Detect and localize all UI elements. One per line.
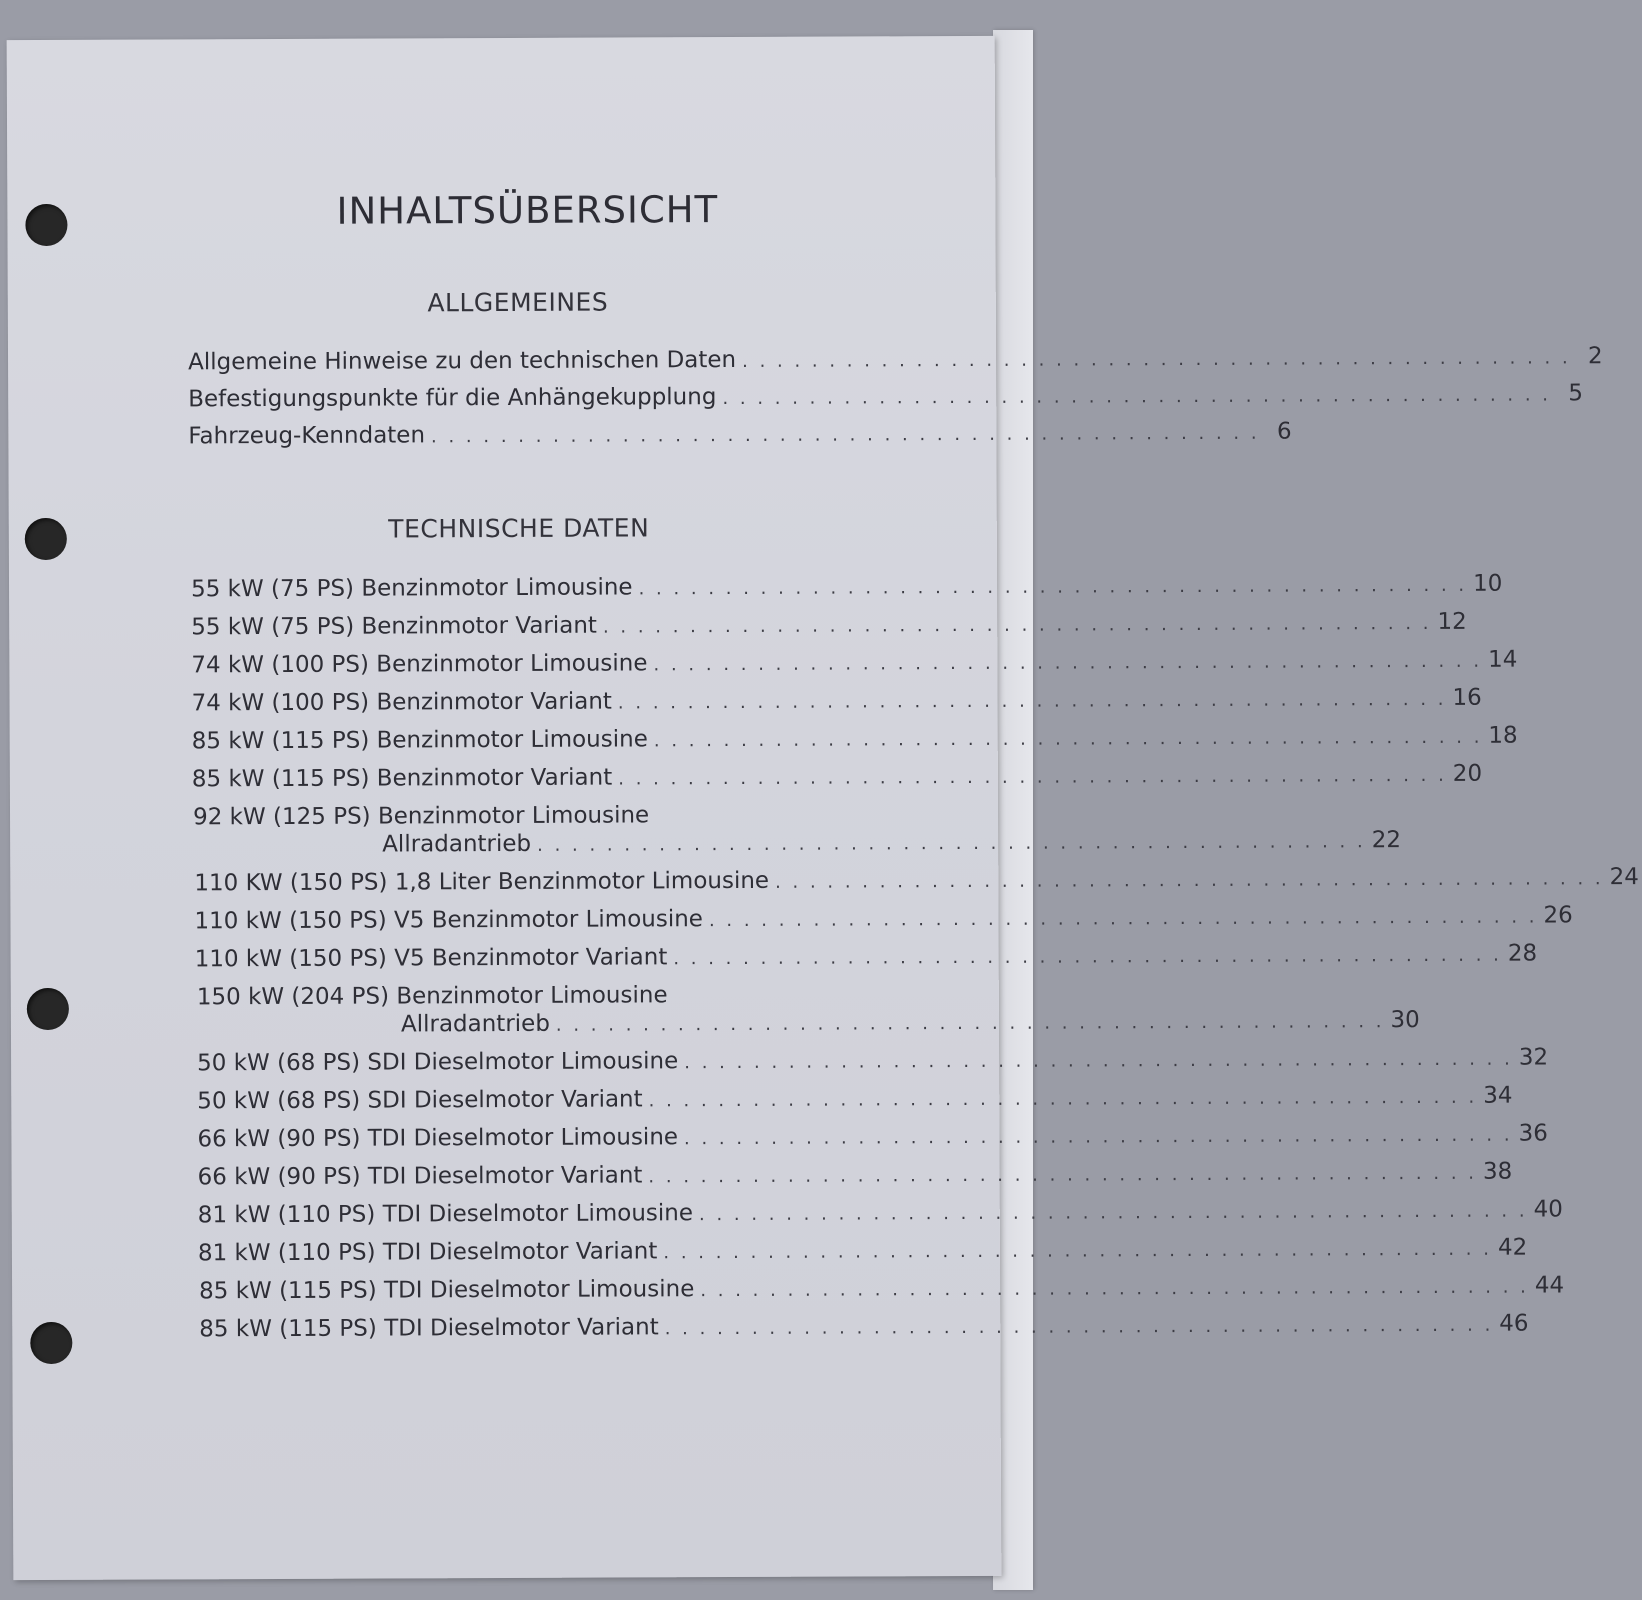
toc-entry-page: 42 xyxy=(1497,1234,1528,1261)
toc-entry[interactable] xyxy=(197,1158,1513,1191)
leader-dots: . . . . . . . . . . . . . . . . . . . . . . . . . . . . . . . . . . . . . . . . . . . . . . . . xyxy=(742,347,1571,372)
toc-entry-label: 55 kW (75 PS) Benzinmotor Limousine xyxy=(190,574,633,603)
toc-entry-label: 50 kW (68 PS) SDI Dieselmotor Limousine xyxy=(197,1048,679,1077)
toc-entry-label: 110 kW (150 PS) V5 Benzinmotor Limousine xyxy=(194,906,703,935)
toc-entry-page: 20 xyxy=(1452,760,1483,787)
toc-entry-page: 40 xyxy=(1533,1196,1563,1223)
toc-entry[interactable] xyxy=(188,380,1584,413)
toc-entry[interactable] xyxy=(197,1234,1528,1267)
page-title: INHALTSÜBERSICHT xyxy=(336,188,719,233)
toc-entry[interactable] xyxy=(194,902,1573,935)
leader-dots: . . . . . . . . . . . . . . . . . . . . . . . . . . . . . . . . . . . . . . . . . . . . . . . . xyxy=(708,906,1538,932)
toc-entry-label: 85 kW (115 PS) Benzinmotor Limousine xyxy=(191,726,648,755)
toc-entry-page: 16 xyxy=(1452,684,1482,711)
toc-entry-label: 55 kW (75 PS) Benzinmotor Variant xyxy=(191,612,597,641)
toc-entry-page: 28 xyxy=(1507,940,1538,967)
toc-entry-label: 81 kW (110 PS) TDI Dieselmotor Variant xyxy=(197,1238,658,1267)
toc-entry-page: 2 xyxy=(1587,343,1603,370)
toc-entry[interactable] xyxy=(194,864,1639,897)
toc-entry-page: 36 xyxy=(1518,1120,1548,1147)
leader-dots: . . . . . . . . . . . . . . . . . . . . . . . . . . . . . . . . . . . . . . . . . . . . . . . . xyxy=(653,650,1483,676)
toc-entry[interactable] xyxy=(190,570,1503,603)
leader-dots: . . . . . . . . . . . . . . . . . . . . . . . . . . . . . . . . . . . . . . . . . . . . . . . . xyxy=(722,384,1552,410)
leader-dots: . . . . . . . . . . . . . . . . . . . . . . . . . . . . . . . . . . . . . . . . . . . . . . . . xyxy=(775,868,1604,893)
toc-entry[interactable] xyxy=(197,1044,1549,1077)
leader-dots: . . . . . . . . . . . . . . . . . . . . . . . . . . . . . . . . . . . . . . . . . . . . . . . . xyxy=(684,1048,1513,1074)
toc-entry[interactable] xyxy=(191,684,1482,717)
toc-entry[interactable] xyxy=(191,722,1518,755)
binder-hole xyxy=(27,988,69,1030)
toc-entry[interactable] xyxy=(382,827,1402,858)
toc-entry-page: 6 xyxy=(1276,418,1292,445)
toc-entry[interactable] xyxy=(191,646,1518,679)
toc-entry-page: 22 xyxy=(1371,827,1402,854)
toc-entry[interactable] xyxy=(199,1310,1529,1343)
toc-entry-label: 85 kW (115 PS) TDI Dieselmotor Variant xyxy=(199,1314,659,1343)
toc-entry[interactable] xyxy=(400,1007,1420,1038)
document-page xyxy=(7,36,1639,1580)
toc-entry-page: 12 xyxy=(1437,608,1467,635)
section-heading-allgemeines: ALLGEMEINES xyxy=(427,287,609,318)
toc-entry-label: 85 kW (115 PS) TDI Dieselmotor Limousine xyxy=(199,1276,695,1305)
toc-entry-label: 50 kW (68 PS) SDI Dieselmotor Variant xyxy=(197,1086,643,1115)
toc-entry-page: 38 xyxy=(1482,1158,1513,1185)
toc-entry-page: 46 xyxy=(1499,1310,1529,1337)
toc-entry-page: 14 xyxy=(1488,646,1518,673)
toc-entry-page: 44 xyxy=(1534,1272,1565,1299)
leader-dots: . . . . . . . . . . . . . . . . . . . . . . . . . . . . . . . . . . . . . . . . . . . . . . . . xyxy=(430,422,1260,448)
toc-entry-label-cont: Allradantrieb xyxy=(382,830,532,858)
toc-entry[interactable] xyxy=(194,940,1538,973)
leader-dots: . . . . . . . . . . . . . . . . . . . . . . . . . . . . . . . . . . . . . . . . . . . . . . . . xyxy=(698,1200,1528,1226)
toc-entry-label: 110 kW (150 PS) V5 Benzinmotor Variant xyxy=(194,944,668,973)
toc-entry-page: 34 xyxy=(1483,1082,1513,1109)
leader-dots: . . . . . . . . . . . . . . . . . . . . . . . . . . . . . . . . . . . . . . . . . . . . . . . . xyxy=(673,944,1502,970)
toc-entry[interactable] xyxy=(197,1120,1548,1153)
toc-entry-label: Befestigungspunkte für die Anhängekupplung xyxy=(188,384,717,413)
toc-entry[interactable] xyxy=(191,608,1467,641)
toc-entry-page: 10 xyxy=(1473,570,1503,597)
leader-dots: . . . . . . . . . . . . . . . . . . . . . . . . . . . . . . . . . . . . . . . . . . . . . . . . xyxy=(617,688,1447,714)
toc-entry-page: 24 xyxy=(1609,864,1639,891)
leader-dots: . . . . . . . . . . . . . . . . . . . . . . . . . . . . . . . . . . . . . . . . . . . . . . . . xyxy=(648,1162,1478,1188)
toc-entry-label: 92 kW (125 PS) Benzinmotor Limousine xyxy=(192,802,650,831)
leader-dots: . . . . . . . . . . . . . . . . . . . . . . . . . . . . . . . . . . . . . . . . . . . . . . . . xyxy=(648,1086,1478,1112)
leader-dots: . . . . . . . . . . . . . . . . . . . . . . . . . . . . . . . . . . . . . . . . . . . . . . . . xyxy=(663,1238,1492,1264)
toc-entry-label: 150 kW (204 PS) Benzinmotor Limousine xyxy=(196,982,668,1011)
leader-dots: . . . . . . . . . . . . . . . . . . . . . . . . . . . . . . . . . . . . . . . . . . . . . . . . xyxy=(700,1276,1529,1302)
toc-entry-label: 66 kW (90 PS) TDI Dieselmotor Variant xyxy=(197,1162,643,1191)
toc-entry-label: 74 kW (100 PS) Benzinmotor Limousine xyxy=(191,650,648,679)
toc-entry-label: 74 kW (100 PS) Benzinmotor Variant xyxy=(191,688,612,717)
toc-entry-label: Fahrzeug-Kenndaten xyxy=(188,422,426,450)
toc-entry[interactable] xyxy=(188,418,1292,450)
toc-entry-label: Allgemeine Hinweise zu den technischen Daten xyxy=(187,346,737,376)
toc-entry-label: 110 KW (150 PS) 1,8 Liter Benzinmotor Limousine xyxy=(194,867,770,897)
leader-dots: . . . . . . . . . . . . . . . . . . . . . . . . . . . . . . . . . . . . . . . . . . . . . . . . xyxy=(638,574,1468,600)
toc-entry[interactable] xyxy=(187,343,1603,376)
toc-entry[interactable] xyxy=(197,1082,1513,1115)
toc-entry[interactable] xyxy=(199,1272,1565,1305)
section-heading-technische-daten: TECHNISCHE DATEN xyxy=(388,513,650,544)
leader-dots: . . . . . . . . . . . . . . . . . . . . . . . . . . . . . . . . . . . . . . . . . . . . . . . . xyxy=(537,831,1366,856)
toc-entry-page: 32 xyxy=(1518,1044,1549,1071)
toc-entry[interactable] xyxy=(191,760,1483,793)
leader-dots: . . . . . . . . . . . . . . . . . . . . . . . . . . . . . . . . . . . . . . . . . . . . . . . . xyxy=(664,1314,1494,1340)
leader-dots: . . . . . . . . . . . . . . . . . . . . . . . . . . . . . . . . . . . . . . . . . . . . . . . . xyxy=(653,726,1483,752)
leader-dots: . . . . . . . . . . . . . . . . . . . . . . . . . . . . . . . . . . . . . . . . . . . . . . . . xyxy=(683,1124,1513,1150)
toc-entry-label: 81 kW (110 PS) TDI Dieselmotor Limousine xyxy=(197,1200,694,1229)
leader-dots: . . . . . . . . . . . . . . . . . . . . . . . . . . . . . . . . . . . . . . . . . . . . . . . . xyxy=(555,1011,1385,1036)
toc-entry-page: 30 xyxy=(1390,1007,1420,1034)
binder-hole xyxy=(30,1322,72,1364)
toc-entry-page: 18 xyxy=(1488,722,1518,749)
leader-dots: . . . . . . . . . . . . . . . . . . . . . . . . . . . . . . . . . . . . . . . . . . . . . . . . xyxy=(618,764,1447,790)
toc-entry-page: 26 xyxy=(1543,902,1573,929)
toc-entry-page: 5 xyxy=(1568,380,1584,407)
toc-entry-label-cont: Allradantrieb xyxy=(400,1010,550,1038)
leader-dots: . . . . . . . . . . . . . . . . . . . . . . . . . . . . . . . . . . . . . . . . . . . . . . . . xyxy=(602,612,1432,638)
toc-entry[interactable] xyxy=(197,1196,1563,1229)
toc-entry-label: 66 kW (90 PS) TDI Dieselmotor Limousine xyxy=(197,1124,679,1153)
toc-entry-label: 85 kW (115 PS) Benzinmotor Variant xyxy=(191,764,613,793)
